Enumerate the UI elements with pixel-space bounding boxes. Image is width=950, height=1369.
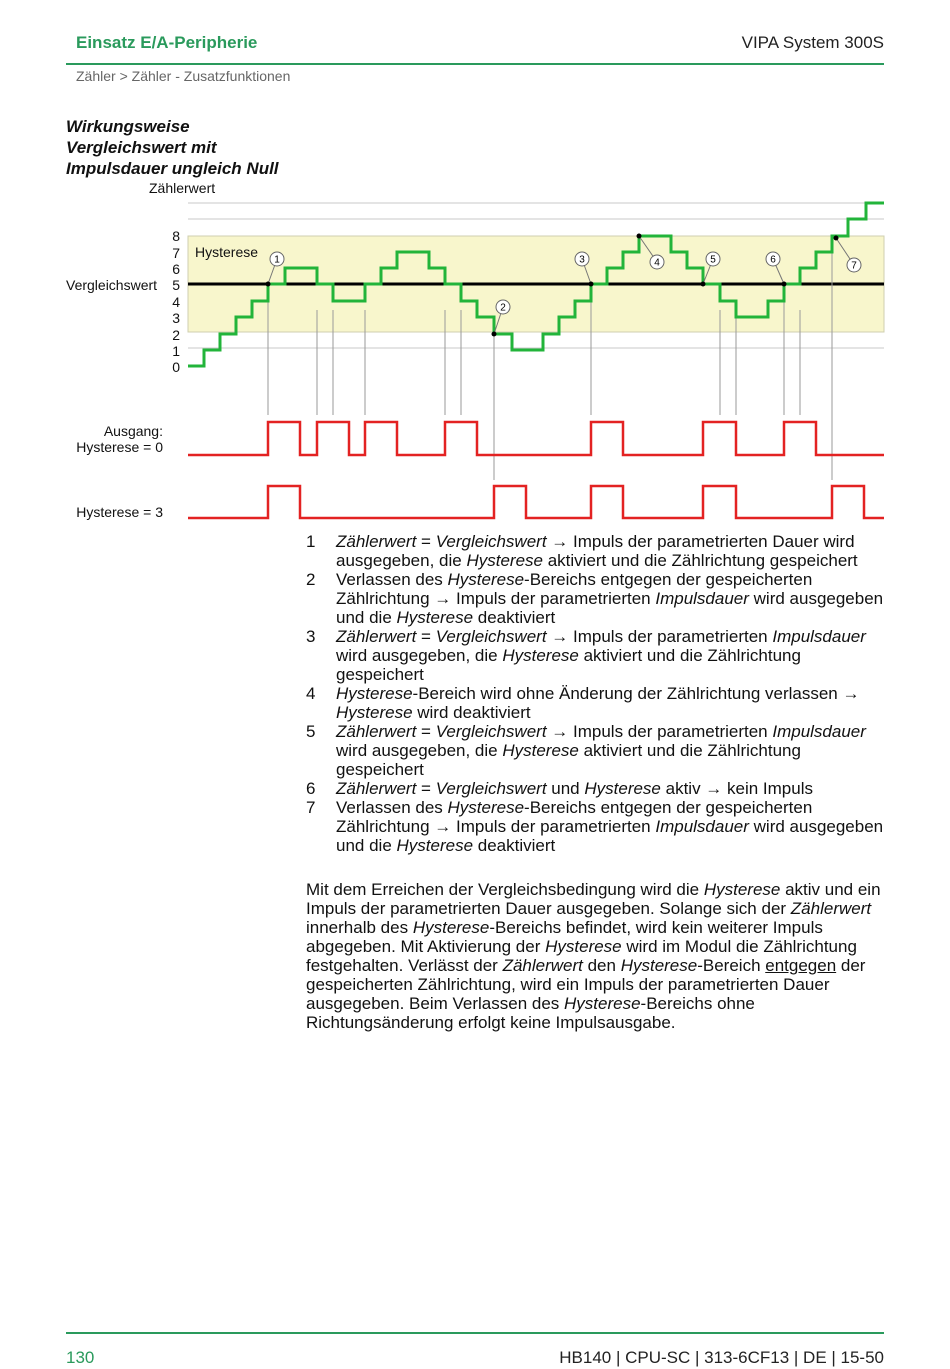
footer-rule (66, 1332, 884, 1334)
legend-number: 1 (306, 532, 316, 551)
output-hysteresis-3-line (188, 486, 884, 518)
marker-point (637, 234, 642, 239)
y-tick: 7 (172, 245, 180, 261)
marker-number: 2 (500, 302, 506, 314)
legend-number: 4 (306, 684, 316, 703)
y-tick: 5 (172, 277, 180, 293)
y-tick: 2 (172, 327, 180, 343)
legend-text: Verlassen des Hysterese-Bereichs entgegen der gespeicherten Zählrichtung → Impuls der parametrierten Impulsdauer wird ausgegeben und die Hysterese deaktiviert (336, 570, 884, 627)
marker-point (782, 282, 787, 287)
marker-number: 4 (654, 257, 660, 269)
body-paragraph: Mit dem Erreichen der Vergleichsbedingung wird die Hysterese aktiv und ein Impuls der parametrierten Dauer ausgegeben. Solange sich der Zählerwert innerhalb des Hysterese-Bereichs befindet, wird kein weiterer Impuls abgegeben. Mit Aktivierung der Hysterese wird im Modul die Zählrichtung festgehalten. Verlässt der Zählerwert den Hysterese-Bereich entgegen der gespeicherten Zählrichtung, wird ein Impuls der parametrierten Dauer ausgegeben. Beim Verlassen des Hysterese-Bereichs ohne Richtungsänderung erfolgt keine Impulsausgabe. (306, 880, 881, 1032)
y-tick: 8 (172, 228, 180, 244)
legend-text: Hysterese-Bereich wird ohne Änderung der Zählrichtung verlassen → Hysterese wird deaktiviert (336, 684, 860, 722)
legend-text: Zählerwert = Vergleichswert und Hysterese aktiv → kein Impuls (336, 779, 813, 798)
legend-number: 7 (306, 798, 316, 817)
legend-item (306, 684, 890, 722)
marker-point (492, 332, 497, 337)
legend-number: 3 (306, 627, 316, 646)
chapter-title: Einsatz E/A-Peripherie (76, 33, 258, 52)
marker-number: 1 (274, 254, 280, 266)
legend-number: 5 (306, 722, 316, 741)
legend-text: Zählerwert = Vergleichswert → Impuls der parametrierten Impulsdauer wird ausgegeben, die Hysterese aktiviert und die Zählrichtung gespeichert (336, 722, 866, 779)
marker-point (701, 282, 706, 287)
breadcrumb: Zähler > Zähler - Zusatzfunktionen (76, 68, 291, 84)
y-tick: 3 (172, 310, 180, 326)
hysteresis-label: Hysterese (195, 244, 259, 260)
page-number: 130 (66, 1348, 95, 1367)
marker-point (834, 236, 839, 241)
marker-point (589, 282, 594, 287)
marker-point (266, 282, 271, 287)
legend-item (306, 722, 890, 779)
header-rule (66, 63, 884, 65)
output-hysteresis-0-line (188, 422, 884, 455)
timing-diagram (0, 178, 950, 528)
marker-number: 7 (851, 260, 857, 272)
legend-item (306, 570, 890, 627)
compare-value-label: Vergleichswert (66, 277, 158, 293)
legend-text: Verlassen des Hysterese-Bereichs entgegen der gespeicherten Zählrichtung → Impuls der parametrierten Impulsdauer wird ausgegeben und die Hysterese deaktiviert (336, 798, 884, 855)
output2-label: Hysterese = 3 (76, 504, 163, 520)
y-tick: 0 (172, 359, 180, 375)
marker-number: 3 (579, 254, 585, 266)
system-title: VIPA System 300S (741, 33, 884, 52)
legend-list (306, 532, 890, 855)
y-tick: 4 (172, 294, 180, 310)
output-label-line2: Hysterese = 0 (76, 439, 163, 455)
legend-item (306, 532, 890, 570)
y-tick: 6 (172, 261, 180, 277)
legend-number: 2 (306, 570, 316, 589)
document-id: HB140 | CPU-SC | 313-6CF13 | DE | 15-50 (559, 1348, 884, 1367)
legend-text: Zählerwert = Vergleichswert → Impuls der parametrierten Impulsdauer wird ausgegeben, die Hysterese aktiviert und die Zählrichtung gespeichert (336, 627, 866, 684)
legend-text: Zählerwert = Vergleichswert → Impuls der parametrierten Dauer wird ausgegeben, die Hysterese aktiviert und die Zählrichtung gespeichert (336, 532, 858, 570)
y-tick: 1 (172, 343, 180, 359)
marker-number: 5 (710, 254, 716, 266)
output-label-line1: Ausgang: (103, 423, 163, 439)
section-title: Wirkungsweise Vergleichswert mit Impulsdauer ungleich Null (66, 117, 279, 178)
legend-number: 6 (306, 779, 316, 798)
legend-item (306, 779, 890, 798)
legend-item (306, 798, 890, 855)
marker-number: 6 (770, 254, 776, 266)
legend-item (306, 627, 890, 684)
counter-axis-label: Zählerwert (149, 180, 216, 196)
